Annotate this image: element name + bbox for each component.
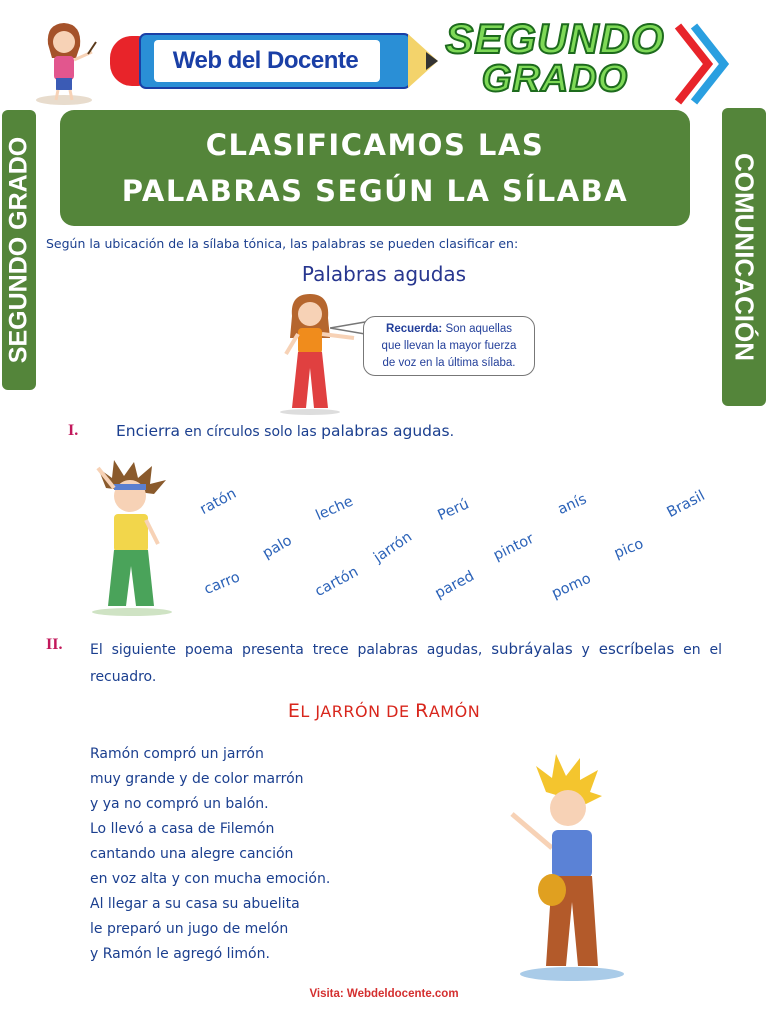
intro-text: Según la ubicación de la sílaba tónica, las palabras se pueden clasificar en: bbox=[46, 236, 519, 251]
page-title bbox=[60, 110, 690, 226]
teacher-illustration bbox=[30, 18, 98, 106]
poem-line: Al llegar a su casa su abuelita bbox=[90, 896, 300, 912]
side-banner-right bbox=[722, 108, 766, 406]
exercise1-part4: . bbox=[449, 424, 455, 440]
side-banner-right-text: COMUNICACIÓN bbox=[729, 153, 760, 361]
poem-line: Lo llevó a casa de Filemón bbox=[90, 821, 275, 837]
bubble-line2: que llevan la mayor fuerza bbox=[381, 340, 517, 352]
boy-with-jar-illustration bbox=[506, 752, 626, 984]
bubble-label: Recuerda: bbox=[386, 323, 443, 335]
poem-title-rest2: AMÓN bbox=[428, 702, 481, 721]
poem-line: en voz alta y con mucha emoción. bbox=[90, 871, 331, 887]
word-palo[interactable]: palo bbox=[260, 532, 295, 562]
word-jarron[interactable]: jarrón bbox=[371, 529, 416, 566]
poem-line: muy grande y de color marrón bbox=[90, 771, 304, 787]
exercise1-part3: palabras agudas bbox=[321, 422, 450, 440]
word-carro[interactable]: carro bbox=[202, 569, 243, 598]
word-pared[interactable]: pared bbox=[432, 568, 477, 602]
poem bbox=[90, 742, 330, 967]
word-peru[interactable]: Perú bbox=[435, 496, 472, 524]
word-pintor[interactable]: pintor bbox=[490, 530, 537, 564]
poem-title-cap1: E bbox=[287, 700, 301, 722]
word-anis[interactable]: anís bbox=[555, 491, 590, 518]
grade-badge bbox=[430, 15, 680, 100]
exercise1-part1: Encierra bbox=[116, 422, 180, 440]
footer-link[interactable]: Visita: Webdeldocente.com bbox=[309, 988, 459, 1000]
exercise1-instruction bbox=[116, 422, 454, 440]
exercise1-number: I. bbox=[68, 422, 79, 439]
poem-title-cap2: R bbox=[415, 700, 429, 722]
boy-illustration bbox=[88, 458, 180, 618]
page-title-line2: PALABRAS SEGÚN LA SÍLABA bbox=[121, 174, 629, 208]
exercise2-part1: El siguiente poema presenta trece palabras agudas, bbox=[90, 642, 492, 658]
side-banner-left-text: SEGUNDO GRADO bbox=[4, 136, 33, 364]
exercise2-instruction bbox=[90, 636, 722, 691]
bubble-line1: Son aquellas bbox=[445, 323, 512, 335]
poem-line: Ramón compró un jarrón bbox=[90, 746, 264, 762]
girl-illustration bbox=[270, 292, 362, 416]
poem-line: y Ramón le agregó limón. bbox=[90, 946, 270, 962]
recuerda-bubble bbox=[363, 316, 535, 376]
logo-text: Web del Docente bbox=[172, 47, 359, 74]
exercise2-part3: y bbox=[572, 642, 599, 658]
poem-title-rest1: L JARRÓN DE bbox=[300, 702, 416, 721]
poem-line: y ya no compró un balón. bbox=[90, 796, 269, 812]
exercise1-part2: en círculos solo las bbox=[179, 424, 322, 440]
poem-line: cantando una alegre canción bbox=[90, 846, 294, 862]
word-carton[interactable]: cartón bbox=[312, 564, 362, 600]
grade-badge-line2: GRADO bbox=[481, 58, 629, 100]
word-raton[interactable]: ratón bbox=[197, 485, 240, 518]
word-brasil[interactable]: Brasil bbox=[664, 487, 708, 521]
poem-title bbox=[0, 700, 768, 722]
word-pico[interactable]: pico bbox=[612, 535, 646, 562]
bubble-tail bbox=[330, 318, 366, 338]
chevron-arrows-icon bbox=[672, 22, 734, 106]
word-leche[interactable]: leche bbox=[313, 493, 356, 524]
exercise2-part5: en el recuadro. bbox=[90, 642, 723, 685]
side-banner-left bbox=[2, 110, 36, 390]
poem-line: le preparó un jugo de melón bbox=[90, 921, 289, 937]
exercise2-number: II. bbox=[46, 636, 63, 653]
exercise2-part2: subráyalas bbox=[491, 640, 573, 658]
bubble-line3: de voz en la última sílaba. bbox=[382, 357, 516, 369]
word-pomo[interactable]: pomo bbox=[549, 570, 594, 602]
section-title: Palabras agudas bbox=[301, 262, 467, 286]
grade-badge-line1: SEGUNDO bbox=[445, 15, 665, 62]
page-title-line1: CLASIFICAMOS LAS bbox=[205, 128, 545, 162]
exercise2-part4: escríbelas bbox=[598, 640, 675, 658]
